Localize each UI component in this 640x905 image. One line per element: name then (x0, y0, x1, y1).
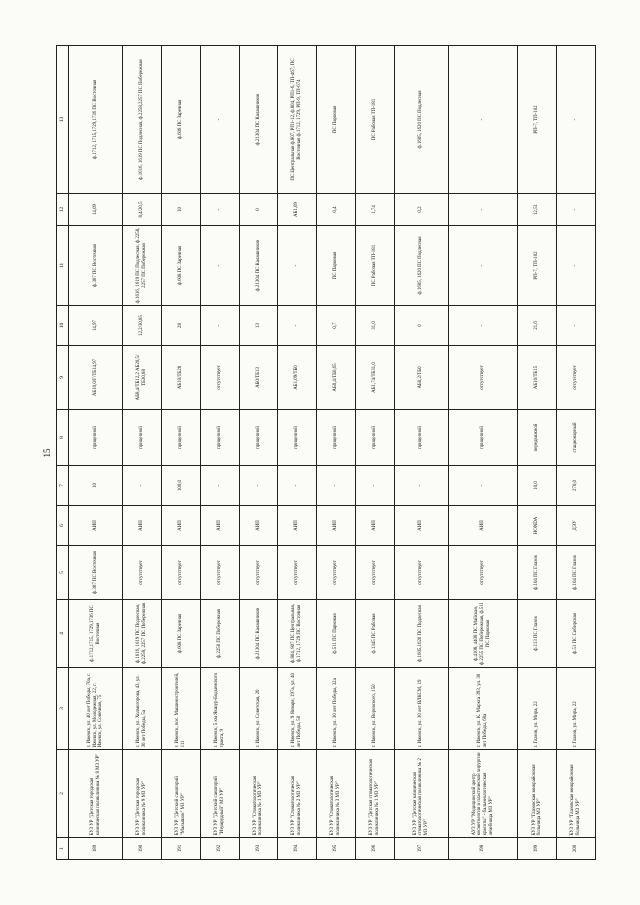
table-row (278, 45, 317, 859)
table-cell: РП-7, ТП-102 (518, 225, 557, 305)
table-cell: прицепной (355, 409, 394, 465)
table-cell: АБ0,2/ТБ0 (394, 345, 448, 409)
table-cell: АИП (355, 505, 394, 545)
table-cell: АИП (69, 505, 123, 545)
table-cell: БУЗ УР "Детская городская клиническая поликлиника № 8 МЗ УР" (69, 749, 123, 837)
column-number-8: 8 (57, 409, 69, 465)
table-cell: прицепной (161, 409, 200, 465)
table-cell: ПС Рабочая ТП-181 (355, 225, 394, 305)
table-cell: HONDA (518, 505, 557, 545)
table-cell: 8,4/20,5 (123, 193, 162, 225)
table-row (448, 45, 518, 859)
table-cell: г. Ижевск, ул. 30 лет Победы, 32а (317, 667, 356, 749)
table-cell: г. Ижевск, ул. К. Маркса 393, ул. 30 лет Победы, 60а (448, 667, 518, 749)
table-cell: АБ1,09 (278, 193, 317, 225)
table-cell: отсутствует (448, 345, 518, 409)
table-cell: прицепной (394, 409, 448, 465)
table-cell: ф.608 ПС Заречная (161, 599, 200, 667)
column-number-1: 1 (57, 837, 69, 859)
table-cell: - (557, 193, 596, 225)
table-cell: АУЗ УР "Медицинский центр косметологии и пластической хирургии красоты" - бальнеологическая лечебница МЗ УР" (448, 749, 518, 837)
table-cell: 270,0 (557, 465, 596, 505)
page-number: 15 (42, 448, 52, 457)
table-cell: БУЗ УР "Детский санаторий "Малышок" МЗ УР" (161, 749, 200, 837)
table-cell: прицепной (69, 409, 123, 465)
column-number-12: 12 (57, 193, 69, 225)
table-cell: БУЗ УР "Стоматологическая поликлиника № 2 МЗ УР" (278, 749, 317, 837)
table-cell: - (200, 465, 239, 505)
table-cell: ф.1605,1620 ПС Подлесная (394, 599, 448, 667)
table-cell: - (355, 465, 394, 505)
table-cell: БУЗ УР "Стоматологическая поликлиника № 3 МЗ УР" (317, 749, 356, 837)
table-cell: г. Ижевск, ул. Советская, 20 (239, 667, 278, 749)
table-cell: г. Глазов, ул. Мира, 22 (557, 667, 596, 749)
table-cell: АБ1,09/ТБ0 (278, 345, 317, 409)
table-cell: 14,09 (69, 193, 123, 225)
table-cell: - (448, 225, 518, 305)
table-cell: отсутствует (394, 545, 448, 599)
table-cell: ДЭУ (557, 505, 596, 545)
table-cell: 197 (394, 837, 448, 859)
table-cell: г. Ижевск, пос. Машиностроителей, 111 (161, 667, 200, 749)
table-cell: ф.21304 ПС Калашников (239, 45, 278, 193)
table-cell: прицепной (278, 409, 317, 465)
table-cell: ф.104 ПС Глазов (518, 545, 557, 599)
table-cell: 199 (518, 837, 557, 859)
table-cell: стационарный (557, 409, 596, 465)
table-cell: 0,4 (317, 193, 356, 225)
table-cell: 10 (161, 193, 200, 225)
table-cell: 0,7 (317, 305, 356, 345)
table-cell: ПС Парковая (317, 225, 356, 305)
table-cell: ПС Рабочая ТП-181 (355, 45, 394, 193)
table-cell: ф.2250 ПС Побережная (200, 599, 239, 667)
column-number-9: 9 (57, 345, 69, 409)
table-cell: 14,97 (69, 305, 123, 345)
table-cell: АИП (317, 505, 356, 545)
table-cell: - (278, 225, 317, 305)
table-cell: - (448, 465, 518, 505)
table-row (317, 45, 356, 859)
table-row (557, 45, 596, 859)
table-cell: ф.21304 ПС Калашников (239, 599, 278, 667)
table-cell: отсутствует (200, 545, 239, 599)
table-cell: 193 (239, 837, 278, 859)
table-cell: ф.21304 ПС Калашников (239, 225, 278, 305)
table-cell: - (557, 225, 596, 305)
table-cell: 13 (239, 305, 278, 345)
column-number-4: 4 (57, 599, 69, 667)
table-cell: АИП (448, 505, 518, 545)
table-cell: отсутствует (123, 545, 162, 599)
table-cell: - (200, 45, 239, 193)
table-cell: отсутствует (161, 545, 200, 599)
table-cell: БУЗ УР "Глазовская межрайонная больница МЗ УР" (518, 749, 557, 837)
table-cell: отсутствует (239, 545, 278, 599)
table-cell: - (557, 45, 596, 193)
table-cell: АИП (239, 505, 278, 545)
table-cell: ф.51 ПС Сибирская (557, 599, 596, 667)
table-cell: ф.608 ПС Заречная (161, 225, 200, 305)
table-cell: АБ0/ТБ13 (239, 345, 278, 409)
table-cell: прицепной (200, 409, 239, 465)
table-cell: прицепной (317, 409, 356, 465)
table-cell: БУЗ УР "Детская стоматологическая поликлиника № 1 МЗ УР" (355, 749, 394, 837)
table-cell: 10 (69, 465, 123, 505)
column-number-5: 5 (57, 545, 69, 599)
table-body (57, 45, 596, 859)
table-cell: 189 (69, 837, 123, 859)
table-row (239, 45, 278, 859)
table-cell: ПС Центральная ф.807, РП1-12, ф.804, РП1-6, ТП-467; ПС Восточная ф.1712, 1729, РП-9, ТП-674 (278, 45, 317, 193)
table-cell: АИП (123, 505, 162, 545)
table-cell: отсутствует (448, 545, 518, 599)
table-cell: - (278, 465, 317, 505)
table-cell: 190 (123, 837, 162, 859)
table-cell: - (557, 305, 596, 345)
table-cell: - (123, 465, 162, 505)
table-cell: - (200, 225, 239, 305)
table-cell: ф.1616, 1619 ПС Подлесная, ф.2258, 2257 ПС Побережная (123, 599, 162, 667)
table-cell: 0 (394, 305, 448, 345)
column-number-2: 2 (57, 749, 69, 837)
table-row (394, 45, 448, 859)
table-cell: 198 (448, 837, 518, 859)
table-cell: ф.511 ПС Парковая (317, 599, 356, 667)
table-row (355, 45, 394, 859)
table-cell: г. Ижевск, ул. Холмогорова, 43, ул. 30 лет Победы, 5а (123, 667, 162, 749)
table-cell: РП-7, ТП-102 (518, 45, 557, 193)
table-row (518, 45, 557, 859)
table-cell: - (448, 193, 518, 225)
table-cell: ф.113 ПС Глазов (518, 599, 557, 667)
table-cell: ПС Парковая (317, 45, 356, 193)
table-cell: АБ1,74/ТБ31,0 (355, 345, 394, 409)
table-cell: - (317, 465, 356, 505)
table-cell: - (394, 465, 448, 505)
table-cell: 10,0 (518, 465, 557, 505)
table-cell: 200 (557, 837, 596, 859)
column-number-11: 11 (57, 225, 69, 305)
table-cell: 191 (161, 837, 200, 859)
table-cell: БУЗ УР "Глазовская межрайонная больница МЗ УР" (557, 749, 596, 837)
table-cell: 192 (200, 837, 239, 859)
table-cell: ф.1712, 1715,1729,1736 ПС Восточная (69, 45, 123, 193)
table-cell: БУЗ УР "Детская городская поликлиника № 9 МЗ УР" (123, 749, 162, 837)
table-cell: - (448, 305, 518, 345)
document-table (56, 45, 596, 860)
header-row (57, 45, 69, 859)
table-row (123, 45, 162, 859)
table-cell: отсутствует (317, 545, 356, 599)
column-number-13: 13 (57, 45, 69, 193)
table-cell: БУЗ УР "Детская клиническая стоматологическая поликлиника № 2 МЗ УР" (394, 749, 448, 837)
table-cell: ф.104 ПС Глазов (557, 545, 596, 599)
table-cell: 0 (239, 193, 278, 225)
table-cell: 100,0 (161, 465, 200, 505)
table-cell: АИП (394, 505, 448, 545)
table-cell: ф.1712,1715, 1729,1736 ПС Восточная (69, 599, 123, 667)
table-cell: ф.1605, 1620 ПС Подлесная (394, 225, 448, 305)
table-cell: АИП (278, 505, 317, 545)
table-cell: 195 (317, 837, 356, 859)
table-cell: - (200, 305, 239, 345)
table-cell: 31,0 (355, 305, 394, 345)
table-cell: г. Ижевск, ул. 9 Января, 197а, ул. 40 лет Победы, 50 (278, 667, 317, 749)
table-cell: 194 (278, 837, 317, 859)
table-cell: - (239, 465, 278, 505)
table-cell: отсутствует (355, 545, 394, 599)
table-row (69, 45, 123, 859)
table-cell: 21,6 (518, 305, 557, 345)
table-cell: отсутствует (557, 345, 596, 409)
table-cell: прицепной (123, 409, 162, 465)
table-cell: г. Ижевск, 5 км Якшур-Бодьинского тракта, 9 (200, 667, 239, 749)
table-cell: прицепной (239, 409, 278, 465)
table-cell: передвижной (518, 409, 557, 465)
table-cell: ф.1616, 1619 ПС Подлесная, ф.2258,2257 ПС Побережная (123, 45, 162, 193)
column-number-3: 3 (57, 667, 69, 749)
table-cell: 0,2 (394, 193, 448, 225)
table-cell: АБ0,4/ТБ0,65 (317, 345, 356, 409)
table-cell: г. Глазов, ул. Мира, 22 (518, 667, 557, 749)
table-cell: АИП (161, 505, 200, 545)
table-cell: 196 (355, 837, 394, 859)
table-cell: 1,74 (355, 193, 394, 225)
table-cell: АБ10/ТБ15 (518, 345, 557, 409)
table-cell: ф.4108, 4408 ПС Майская, ф.2255 ПС Побережная, ф.511 ПС Парковая (448, 599, 518, 667)
rotated-page (40, 43, 600, 863)
table-cell: ф.608 ПС Заречная (161, 45, 200, 193)
table-cell: ф.307 ПС Восточная (69, 545, 123, 599)
table-cell: 28 (161, 305, 200, 345)
table-cell: ф.1345 ПС Рабочая (355, 599, 394, 667)
table-cell: г. Ижевск, ул. 40 лет Победы, 70а, г. Ижевск, ул. Молодежная, 22, г. Ижевск, ул. Сонечная, 75 (69, 667, 123, 749)
table-cell: БУЗ УР "Стоматологическая поликлиника № 1 МЗ УР" (239, 749, 278, 837)
table-cell: - (448, 45, 518, 193)
table-row (161, 45, 200, 859)
table-cell: БУЗ УР "Детский санаторий "Изумрудный" МЗ УР" (200, 749, 239, 837)
column-number-6: 6 (57, 505, 69, 545)
table-cell: 12,2/30,85 (123, 305, 162, 345)
table-cell: АИП (200, 505, 239, 545)
table-cell: прицепной (448, 409, 518, 465)
column-number-10: 10 (57, 305, 69, 345)
table-cell: отсутствует (278, 545, 317, 599)
table-row (200, 45, 239, 859)
table-cell: ф.804, 807 ПС Центральная, ф.1712, 1729 ПС Восточная (278, 599, 317, 667)
table-cell: г. Ижевск, ул. 30 лет ВЛКСМ, 19 (394, 667, 448, 749)
table-cell: - (200, 193, 239, 225)
table-cell: АБ10/ТБ28 (161, 345, 200, 409)
table-cell: г. Ижевск, ул. Воровского, 150 (355, 667, 394, 749)
table-cell: ф.1616, 1619 ПС Подлесная, ф.2258, 2257 ПС Побережная (123, 225, 162, 305)
table-cell: АБ10,0/Г/ТБ14,97 (69, 345, 123, 409)
table-cell: отсутствует (200, 345, 239, 409)
table-cell: ф.307 ПС Восточная (69, 225, 123, 305)
table-cell: 12,51 (518, 193, 557, 225)
table-cell: АБ8,4/ТБ12,2 АБ20,5/ТБ30,88 (123, 345, 162, 409)
column-number-7: 7 (57, 465, 69, 505)
table-cell: - (278, 305, 317, 345)
table-cell: ф.1605, 1620 ПС Подлесная (394, 45, 448, 193)
